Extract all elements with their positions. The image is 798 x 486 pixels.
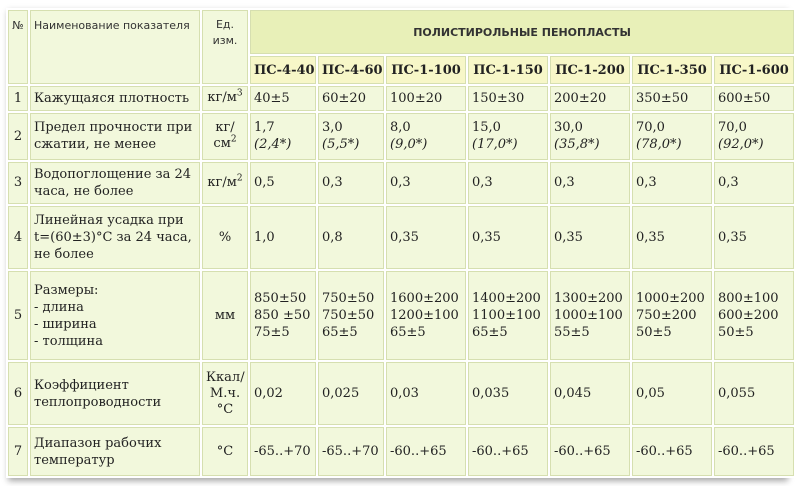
value-line: 50±5 bbox=[636, 325, 672, 341]
value-line: 75±5 bbox=[254, 325, 290, 341]
unit-cell bbox=[202, 86, 248, 111]
value-cell bbox=[250, 113, 316, 159]
value-line: 1400±200 bbox=[472, 291, 541, 307]
value-cell bbox=[714, 113, 794, 159]
brand-cell: ПС-1-100 bbox=[386, 56, 466, 83]
value-line: 65±5 bbox=[390, 325, 426, 341]
value-line: 150±30 bbox=[472, 90, 525, 106]
value-cell bbox=[550, 86, 630, 111]
value-cell bbox=[250, 162, 316, 204]
row-number: 7 bbox=[8, 427, 28, 476]
value-line: 350±50 bbox=[636, 90, 689, 106]
value-line: 600±200 bbox=[718, 308, 779, 324]
value-line: 0,05 bbox=[636, 386, 665, 402]
brand-cell: ПС-1-600 bbox=[714, 56, 794, 83]
value-cell bbox=[632, 86, 712, 111]
value-line: 0,02 bbox=[254, 386, 283, 402]
value-cell bbox=[550, 206, 630, 269]
value-line: 0,8 bbox=[322, 230, 343, 246]
row-number: 5 bbox=[8, 271, 28, 360]
value-line: 0,025 bbox=[322, 386, 360, 402]
row-number: 6 bbox=[8, 362, 28, 425]
brand-cell: ПС-1-150 bbox=[468, 56, 548, 83]
unit-text: Ккал/ М.ч. °С bbox=[206, 369, 245, 417]
table-row bbox=[8, 162, 794, 204]
value-line: 0,3 bbox=[718, 175, 739, 191]
value-line: 60±20 bbox=[322, 90, 366, 106]
value-line: -60..+65 bbox=[554, 444, 611, 460]
value-line: 0,035 bbox=[472, 386, 510, 402]
value-line: 70,0 bbox=[636, 120, 665, 136]
value-line: (5,5*) bbox=[322, 137, 360, 153]
value-cell bbox=[386, 162, 466, 204]
indicator-name: Кажущаяся плотность bbox=[30, 86, 200, 111]
value-line: 1000±200 bbox=[636, 291, 705, 307]
value-cell bbox=[468, 206, 548, 269]
value-line: (35,8*) bbox=[554, 137, 600, 153]
header-name: Наименование показателя bbox=[30, 10, 200, 84]
value-line: 800±100 bbox=[718, 291, 779, 307]
value-line: 750±200 bbox=[636, 308, 697, 324]
value-cell bbox=[714, 362, 794, 425]
value-cell bbox=[386, 206, 466, 269]
value-cell bbox=[318, 162, 384, 204]
value-line: 15,0 bbox=[472, 120, 501, 136]
value-cell bbox=[386, 113, 466, 159]
value-line: 1000±100 bbox=[554, 308, 623, 324]
value-cell bbox=[632, 113, 712, 159]
value-cell bbox=[714, 427, 794, 476]
foam-properties-table bbox=[6, 8, 796, 478]
indicator-name: Коэффициент теплопроводности bbox=[30, 362, 200, 425]
indicator-name-line: Размеры: bbox=[34, 282, 99, 298]
indicator-name bbox=[30, 271, 200, 360]
value-line: 1600±200 bbox=[390, 291, 459, 307]
value-line: (2,4*) bbox=[254, 137, 292, 153]
value-cell bbox=[550, 271, 630, 360]
indicator-name-line: - длина bbox=[34, 299, 84, 315]
value-line: 0,3 bbox=[636, 175, 657, 191]
value-cell bbox=[386, 362, 466, 425]
value-line: 30,0 bbox=[554, 120, 583, 136]
value-line: 55±5 bbox=[554, 325, 590, 341]
value-line: -65..+70 bbox=[322, 444, 379, 460]
value-line: 8,0 bbox=[390, 120, 411, 136]
table-frame bbox=[6, 8, 789, 478]
value-line: 1,0 bbox=[254, 230, 275, 246]
value-line: -60..+65 bbox=[636, 444, 693, 460]
indicator-name-line: - ширина bbox=[34, 316, 97, 332]
value-line: (78,0*) bbox=[636, 137, 682, 153]
unit-superscript: 2 bbox=[236, 173, 243, 184]
unit-text: кг/см bbox=[213, 120, 235, 152]
table-body bbox=[8, 86, 794, 476]
value-line: 0,045 bbox=[554, 386, 592, 402]
value-line: 1300±200 bbox=[554, 291, 623, 307]
brand-cell: ПС-1-350 bbox=[632, 56, 712, 83]
value-line: 750±50 bbox=[322, 291, 375, 307]
value-line: (17,0*) bbox=[472, 137, 518, 153]
unit-superscript: 3 bbox=[236, 89, 243, 100]
value-cell bbox=[468, 362, 548, 425]
value-line: 0,35 bbox=[636, 230, 665, 246]
header-unit: Ед. изм. bbox=[202, 10, 248, 84]
value-cell bbox=[318, 427, 384, 476]
value-cell bbox=[632, 271, 712, 360]
value-cell bbox=[714, 206, 794, 269]
indicator-name: Предел прочности при сжатии, не менее bbox=[30, 113, 200, 159]
unit-cell bbox=[202, 362, 248, 425]
value-cell bbox=[632, 362, 712, 425]
value-line: 0,3 bbox=[390, 175, 411, 191]
value-cell bbox=[714, 86, 794, 111]
value-line: 1200±100 bbox=[390, 308, 459, 324]
unit-text: кг/м bbox=[207, 90, 237, 106]
brand-cell: ПС-1-200 bbox=[550, 56, 630, 83]
table-row bbox=[8, 271, 794, 360]
value-line: (9,0*) bbox=[390, 137, 428, 153]
value-cell bbox=[468, 113, 548, 159]
value-line: 1,7 bbox=[254, 120, 275, 136]
unit-text: кг/м bbox=[207, 174, 237, 190]
brand-cell: ПС-4-40 bbox=[250, 56, 316, 83]
table-row bbox=[8, 427, 794, 476]
indicator-name: Линейная усадка при t=(60±3)°С за 24 часа, не более bbox=[30, 206, 200, 269]
value-line: 750±50 bbox=[322, 308, 375, 324]
value-line: 3,0 bbox=[322, 120, 343, 136]
unit-cell bbox=[202, 113, 248, 159]
header-group: ПОЛИСТИРОЛЬНЫЕ ПЕНОПЛАСТЫ bbox=[250, 10, 794, 54]
value-cell bbox=[550, 362, 630, 425]
value-line: 70,0 bbox=[718, 120, 747, 136]
value-cell bbox=[468, 427, 548, 476]
value-cell bbox=[250, 271, 316, 360]
value-line: 0,3 bbox=[472, 175, 493, 191]
value-cell bbox=[386, 427, 466, 476]
value-cell bbox=[318, 271, 384, 360]
value-line: 0,3 bbox=[554, 175, 575, 191]
value-line: 600±50 bbox=[718, 90, 771, 106]
row-number: 2 bbox=[8, 113, 28, 159]
unit-text: % bbox=[218, 229, 232, 245]
indicator-name-line: - толщина bbox=[34, 333, 103, 349]
unit-cell bbox=[202, 427, 248, 476]
table-row bbox=[8, 113, 794, 159]
value-cell bbox=[714, 271, 794, 360]
value-line: -65..+70 bbox=[254, 444, 311, 460]
value-cell bbox=[250, 362, 316, 425]
value-line: 65±5 bbox=[472, 325, 508, 341]
value-line: 65±5 bbox=[322, 325, 358, 341]
value-cell bbox=[632, 206, 712, 269]
value-cell bbox=[250, 427, 316, 476]
table-row bbox=[8, 206, 794, 269]
indicator-name: Диапазон рабочих температур bbox=[30, 427, 200, 476]
value-line: 1100±100 bbox=[472, 308, 541, 324]
value-line: 0,3 bbox=[322, 175, 343, 191]
value-line: -60..+65 bbox=[390, 444, 447, 460]
value-line: 850 ±50 bbox=[254, 308, 311, 324]
value-cell bbox=[250, 206, 316, 269]
value-line: 100±20 bbox=[390, 90, 443, 106]
value-line: 200±20 bbox=[554, 90, 607, 106]
value-cell bbox=[468, 271, 548, 360]
value-line: 0,35 bbox=[718, 230, 747, 246]
value-cell bbox=[632, 427, 712, 476]
value-line: 0,03 bbox=[390, 386, 419, 402]
value-line: -60..+65 bbox=[472, 444, 529, 460]
value-line: -60..+65 bbox=[718, 444, 775, 460]
unit-text: мм bbox=[214, 307, 236, 323]
value-cell bbox=[318, 113, 384, 159]
header-num: № bbox=[8, 10, 28, 84]
value-cell bbox=[386, 271, 466, 360]
table-row bbox=[8, 86, 794, 111]
value-cell bbox=[318, 362, 384, 425]
value-line: 0,35 bbox=[472, 230, 501, 246]
row-number: 1 bbox=[8, 86, 28, 111]
row-number: 3 bbox=[8, 162, 28, 204]
value-line: 0,35 bbox=[554, 230, 583, 246]
table-row bbox=[8, 362, 794, 425]
value-cell bbox=[318, 86, 384, 111]
value-cell bbox=[468, 86, 548, 111]
header-row bbox=[8, 10, 794, 54]
brand-cell: ПС-4-60 bbox=[318, 56, 384, 83]
value-cell bbox=[250, 86, 316, 111]
value-line: 0,055 bbox=[718, 386, 756, 402]
value-cell bbox=[550, 113, 630, 159]
value-cell bbox=[714, 162, 794, 204]
value-line: 50±5 bbox=[718, 325, 754, 341]
unit-superscript: 2 bbox=[230, 135, 237, 146]
value-cell bbox=[318, 206, 384, 269]
value-line: (92,0*) bbox=[718, 137, 764, 153]
value-cell bbox=[386, 86, 466, 111]
row-number: 4 bbox=[8, 206, 28, 269]
unit-cell bbox=[202, 271, 248, 360]
indicator-name: Водопоглощение за 24 часа, не более bbox=[30, 162, 200, 204]
value-cell bbox=[550, 427, 630, 476]
value-line: 40±5 bbox=[254, 90, 290, 106]
unit-cell bbox=[202, 162, 248, 204]
value-cell bbox=[550, 162, 630, 204]
value-line: 850±50 bbox=[254, 291, 307, 307]
unit-cell bbox=[202, 206, 248, 269]
value-cell bbox=[632, 162, 712, 204]
value-cell bbox=[468, 162, 548, 204]
value-line: 0,5 bbox=[254, 175, 275, 191]
value-line: 0,35 bbox=[390, 230, 419, 246]
unit-text: °С bbox=[216, 443, 234, 459]
